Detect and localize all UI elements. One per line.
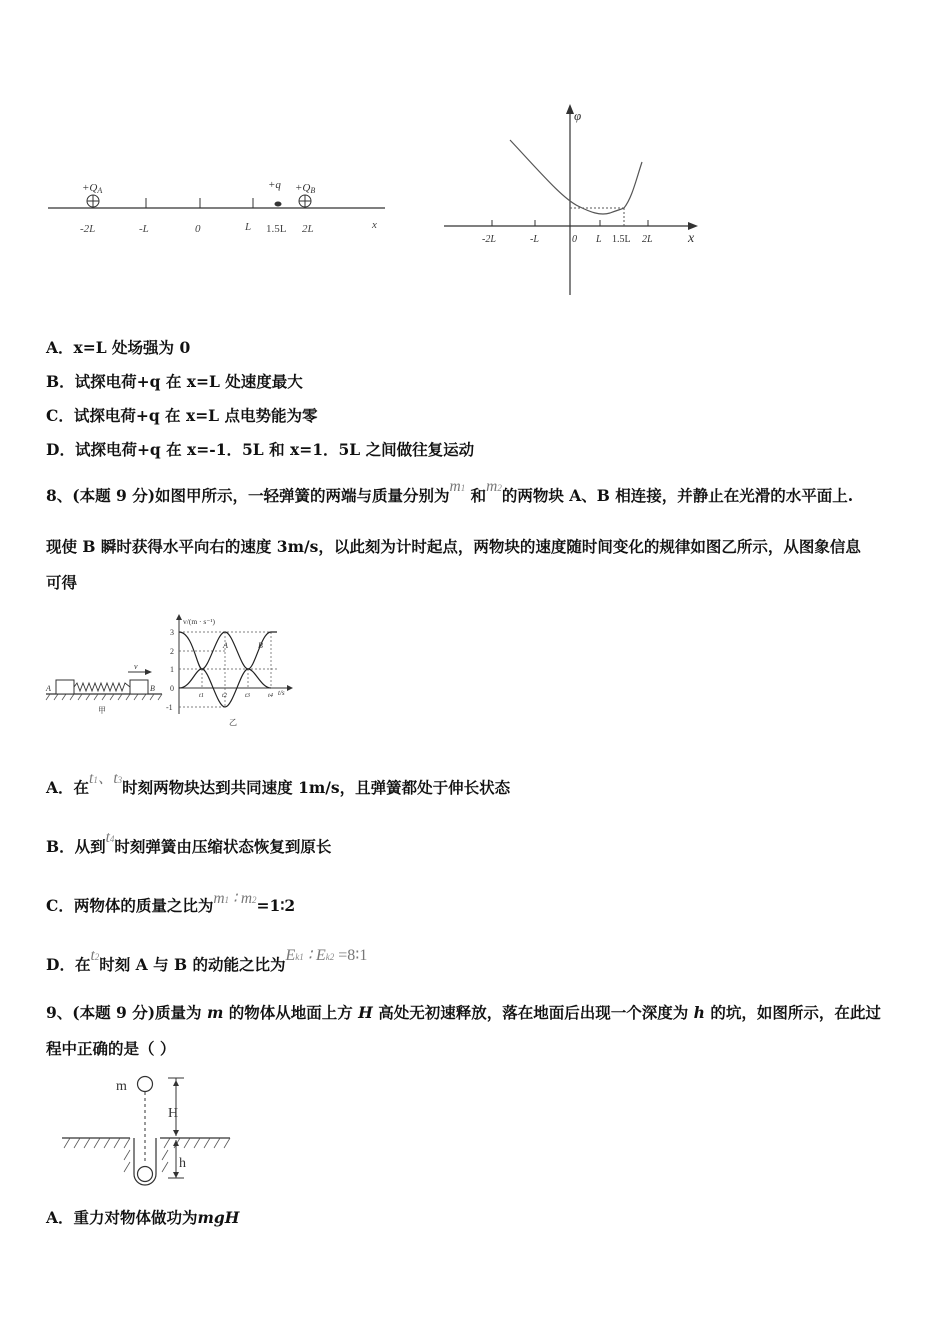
svg-text:-1: -1 (166, 703, 173, 712)
test-charge-label: +q (268, 179, 281, 191)
svg-text:v: v (134, 662, 138, 671)
potential-curve (510, 140, 642, 214)
spring-block-figure (44, 660, 164, 720)
svg-text:L: L (596, 234, 602, 245)
svg-text:-2L: -2L (482, 234, 496, 245)
svg-text:0: 0 (170, 684, 174, 693)
svg-text:+QB: +QB (295, 182, 316, 195)
svg-text:乙: 乙 (229, 718, 237, 727)
svg-text:1.5L: 1.5L (266, 223, 287, 235)
ball-icon (138, 1077, 153, 1092)
svg-text:+QA: +QA (82, 182, 103, 195)
svg-text:-L: -L (139, 223, 149, 235)
charge-b-label: +Q (295, 182, 311, 194)
svg-text:B: B (258, 641, 263, 650)
svg-text:0: 0 (195, 223, 201, 235)
ball-in-pit-icon (138, 1167, 153, 1182)
svg-text:x: x (688, 231, 695, 246)
svg-text:B: B (150, 684, 155, 693)
svg-text:L: L (245, 221, 252, 233)
svg-text:3: 3 (170, 628, 174, 637)
q8-stem-line1: 8、(本题 9 分)如图甲所示，一轻弹簧的两端与质量分别为m1 和m2的两物块 A、B 相连接，并静止在光滑的水平面上. (46, 478, 854, 505)
q7-option-a: A．x=L 处场强为 0 (46, 338, 191, 357)
svg-text:1: 1 (170, 665, 174, 674)
svg-text:A: A (223, 641, 228, 650)
q8-stem-line3: 可得 (46, 573, 78, 592)
q9-stem-line1: 9、(本题 9 分)质量为 m 的物体从地面上方 H 高处无初速释放，落在地面后出现一个深度为 h 的坑，如图所示，在此过 (46, 1003, 881, 1022)
charge-a-label: +Q (82, 182, 98, 194)
q9-option-a: A．重力对物体做功为mgH (46, 1208, 240, 1227)
svg-text:t4: t4 (268, 692, 274, 699)
potential-graph (440, 100, 710, 300)
q7-option-b: B．试探电荷+q 在 x=L 处速度最大 (46, 372, 303, 391)
velocity-time-graph (165, 612, 305, 730)
svg-text:m: m (116, 1079, 127, 1094)
svg-text:v/(m · s⁻¹): v/(m · s⁻¹) (183, 617, 216, 626)
charge-axis-figure (40, 170, 400, 240)
svg-text:t1: t1 (199, 692, 205, 699)
block-b (130, 680, 148, 694)
svg-text:2: 2 (170, 647, 174, 656)
svg-text:t3: t3 (245, 692, 251, 699)
spring-icon (74, 683, 130, 691)
block-a (56, 680, 74, 694)
svg-text:x: x (372, 219, 377, 231)
svg-text:-L: -L (530, 234, 539, 245)
svg-text:φ: φ (574, 108, 582, 123)
svg-text:0: 0 (572, 234, 577, 245)
falling-ball-figure (56, 1070, 236, 1188)
q8-stem-line2: 现使 B 瞬时获得水平向右的速度 3m/s，以此刻为计时起点，两物块的速度随时间变化的规律如图乙所示，从图象信息 (46, 537, 861, 556)
test-charge-icon (275, 202, 282, 207)
q8-option-b: B．从到t4时刻弹簧由压缩状态恢复到原长 (46, 829, 332, 856)
svg-text:A: A (46, 684, 51, 693)
q7-option-d: D．试探电荷+q 在 x=-1．5L 和 x=1．5L 之间做往复运动 (46, 440, 475, 459)
svg-text:H: H (168, 1106, 179, 1121)
svg-text:-2L: -2L (80, 223, 96, 235)
svg-text:h: h (179, 1156, 186, 1171)
svg-text:t2: t2 (222, 692, 228, 699)
svg-text:2L: 2L (302, 223, 314, 235)
svg-text:1.5L: 1.5L (612, 234, 631, 245)
q8-option-c: C．两物体的质量之比为m1 ∶ m2=1∶2 (46, 890, 296, 915)
q8-option-d: D．在t2时刻 A 与 B 的动能之比为Ek1 ∶ Ek2 =8∶1 (46, 947, 368, 974)
svg-text:2L: 2L (642, 234, 653, 245)
q7-option-c: C．试探电荷+q 在 x=L 点电势能为零 (46, 406, 318, 425)
svg-text:t/s: t/s (278, 689, 285, 697)
q9-stem-line2: 程中正确的是（ ） (46, 1039, 176, 1058)
svg-text:甲: 甲 (98, 706, 106, 715)
q8-option-a: A．在t1、t3时刻两物块达到共同速度 1m/s，且弹簧都处于伸长状态 (46, 770, 511, 797)
